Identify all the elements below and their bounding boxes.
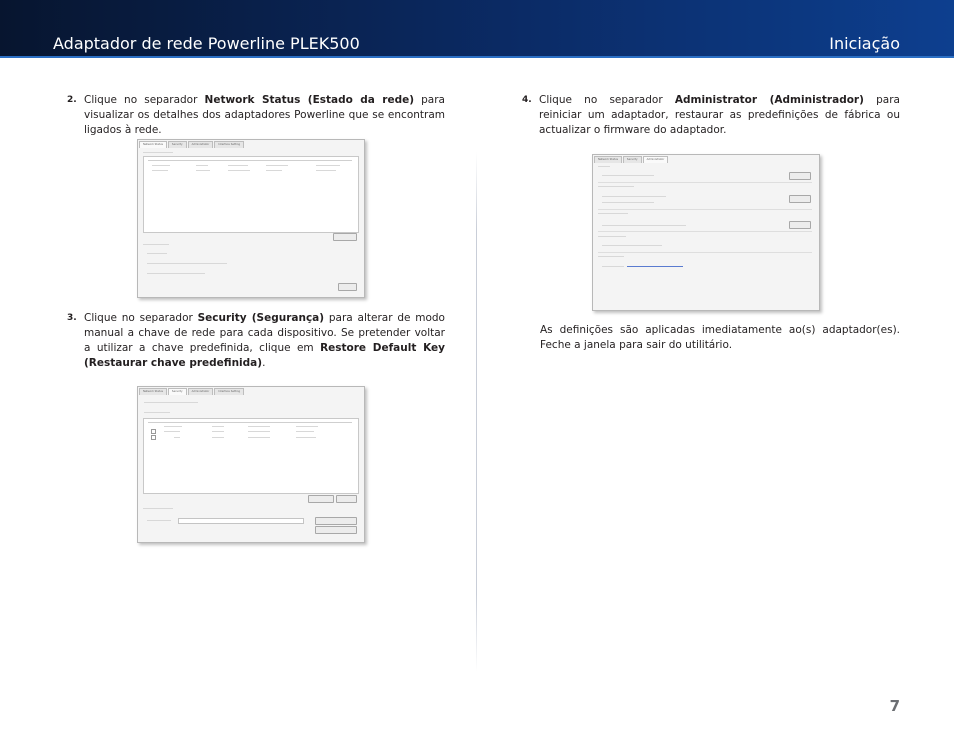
emphasis-text: Network Status (Estado da rede): [204, 94, 415, 106]
tab-administrator: Administrator: [643, 156, 669, 163]
upgrade-button: [789, 221, 811, 229]
tab-security: Security: [168, 388, 187, 395]
step-number: 3.: [67, 313, 77, 323]
exit-button: [338, 283, 357, 291]
add-device-button: [308, 495, 334, 503]
step-2: [67, 93, 445, 138]
group-label: [598, 166, 610, 167]
tab-administrator: Administrator: [188, 388, 214, 395]
group-label: [598, 213, 628, 214]
body-text: .: [262, 357, 266, 369]
screenshot-tabs: [139, 388, 244, 394]
step-4: [522, 93, 900, 138]
document-title: Adaptador de rede Powerline PLEK500: [53, 34, 360, 53]
restart-button: [789, 172, 811, 180]
administrator-screenshot: [592, 154, 820, 311]
tab-security: Security: [168, 141, 187, 148]
emphasis-text: Restore Default Key (Restaurar chave predefinida): [84, 342, 445, 369]
tab-network-status: Network Status: [594, 156, 622, 163]
step-text: [539, 93, 900, 138]
apply-changes-button: [315, 517, 357, 525]
screenshot-tabs: [139, 141, 244, 147]
step-number: 2.: [67, 95, 77, 105]
body-text: para alterar de modo manual a chave de rede para cada dispositivo. Se pretender voltar a utilizar a chave predefinida, clique em: [84, 312, 445, 354]
restore-button: [789, 195, 811, 203]
group-label: [598, 256, 624, 257]
tab-network-status: Network Status: [139, 141, 167, 148]
step-number: 4.: [522, 95, 532, 105]
network-key-field: [178, 518, 304, 524]
tab-administrator: Administrator: [188, 141, 214, 148]
body-text: Clique no separador: [84, 312, 198, 324]
group-label: [143, 152, 173, 153]
page-number: 7: [889, 697, 900, 715]
network-status-screenshot: [137, 139, 365, 298]
tab-interface-setting: Interface Setting: [214, 141, 244, 148]
group-label: [143, 508, 173, 509]
page-header: [0, 0, 954, 58]
device-table: [143, 156, 359, 233]
device-table: [143, 418, 359, 494]
closing-paragraph: As definições são aplicadas imediatamente ao(s) adaptador(es). Feche a janela para sair do utilitário.: [540, 324, 900, 351]
step-text: [84, 93, 445, 138]
header-accent-line: [0, 56, 954, 58]
tab-network-status: Network Status: [139, 388, 167, 395]
refresh-button: [336, 495, 357, 503]
security-screenshot: [137, 386, 365, 543]
section-title: Iniciação: [829, 34, 900, 53]
group-label: [598, 186, 634, 187]
column-divider: [476, 152, 477, 672]
tab-security: Security: [623, 156, 642, 163]
group-label: [143, 244, 169, 245]
body-text: para visualizar os detalhes dos adaptadores Powerline que se encontram ligados à rede.: [84, 94, 445, 136]
support-link: [627, 266, 683, 267]
emphasis-text: Administrator (Administrador): [674, 94, 864, 106]
screenshot-tabs: [594, 156, 668, 162]
group-label: [144, 412, 170, 413]
emphasis-text: Security (Segurança): [197, 312, 325, 324]
body-text: para reiniciar um adaptador, restaurar as predefinições de fábrica ou actualizar o firmware do adaptador.: [539, 94, 900, 136]
group-label: [598, 236, 626, 237]
restore-default-key-button: [315, 526, 357, 534]
body-text: Clique no separador: [539, 94, 675, 106]
step-3: [67, 311, 445, 371]
refresh-button: [333, 233, 357, 241]
body-text: Clique no separador: [84, 94, 205, 106]
tab-interface-setting: Interface Setting: [214, 388, 244, 395]
step-text: [84, 311, 445, 371]
